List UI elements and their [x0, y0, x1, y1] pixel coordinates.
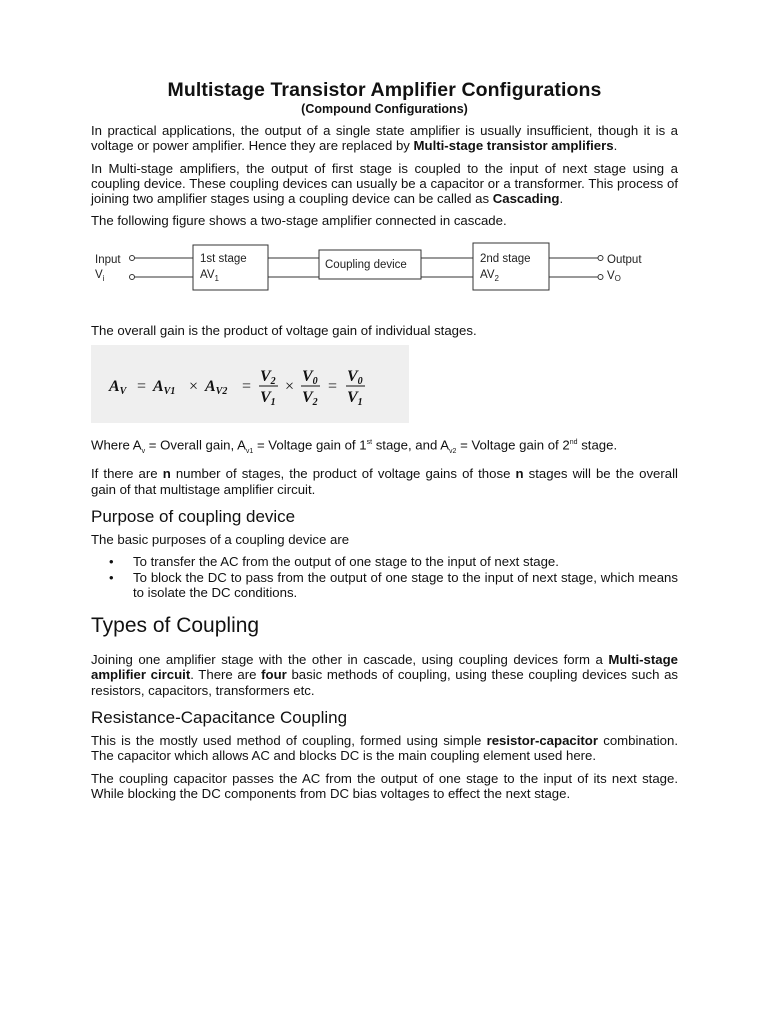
- bullet-icon: •: [109, 569, 114, 585]
- output-label: Output: [607, 253, 642, 266]
- stage1-label: 1st stage: [200, 252, 247, 265]
- page-title: Multistage Transistor Amplifier Configurations: [167, 79, 602, 101]
- paragraph-intro: In practical applications, the output of a single state amplifier is usually insufficient, though it is a voltage or power amplifier. Hence they are replaced by Multi-stage transistor amplifiers.: [91, 123, 678, 154]
- gain-formula: [91, 345, 409, 423]
- formula-av2: AV2: [205, 378, 228, 398]
- two-stage-amplifier-figure: [91, 237, 678, 307]
- block-diagram: [89, 237, 679, 307]
- input-terminal-bottom: [130, 274, 135, 279]
- stage2-gain-label: $AV_2$: [480, 268, 499, 283]
- list-item: • To block the DC to pass from the output of one stage to the input of next stage, which means to isolate the DC conditions.: [109, 569, 678, 600]
- bullet-icon: •: [109, 554, 114, 570]
- output-terminal-bottom: [598, 274, 603, 279]
- paragraph-cascading: In Multi-stage amplifiers, the output of first stage is coupled to the input of next stage using a coupling device. These coupling devices can usually be a capacitor or a transformer. This process of joining two amplifier stages using a coupling device can be called as Cascading.: [91, 160, 678, 207]
- fraction3-numerator: V0: [347, 368, 363, 388]
- document-content: [91, 78, 678, 808]
- paragraph-purposes-intro: The basic purposes of a coupling device are: [91, 532, 350, 547]
- paragraph-coupling-capacitor: The coupling capacitor passes the AC from the output of one stage to the input of its next stage. While blocking the DC components from DC bias voltages to effect the next stage.: [91, 770, 678, 801]
- formula-av: AV: [109, 378, 127, 398]
- stage1-box: [193, 245, 268, 290]
- formula-av1: AV1: [153, 378, 176, 398]
- fraction2-numerator: V0: [302, 368, 318, 388]
- paragraph-n-stages: If there are n number of stages, the product of voltage gains of those n stages will be the overall gain of that multistage amplifier circuit.: [91, 466, 678, 497]
- paragraph-figure-intro: The following figure shows a two-stage amplifier connected in cascade.: [91, 213, 507, 229]
- heading-purpose: Purpose of coupling device: [91, 507, 296, 526]
- vi-label: $V_i$: [95, 268, 105, 283]
- fraction1-numerator: V2: [260, 368, 276, 388]
- input-label: Input: [95, 253, 121, 266]
- heading-types-of-coupling: Types of Coupling: [91, 614, 260, 638]
- output-terminal-top: [598, 255, 603, 260]
- gain-formula-box: [91, 345, 409, 423]
- formula-times-2: ×: [285, 378, 295, 396]
- heading-rc-coupling: Resistance-Capacitance Coupling: [91, 708, 348, 728]
- coupling-device-label: Coupling device: [325, 258, 407, 271]
- purpose-list: [91, 554, 678, 600]
- formula-equals-2: =: [242, 378, 252, 396]
- input-terminal-top: [130, 255, 135, 260]
- vo-label: VO: [607, 269, 621, 283]
- paragraph-gain-definitions: Where $A_v$ = Overall gain, $A_{v1}$ = Voltage gain of 1st stage, and $A_{v2}$ = Voltage gain of 2nd stage.: [91, 437, 618, 456]
- formula-times-1: ×: [189, 378, 199, 396]
- list-item: • To transfer the AC from the output of one stage to the input of next stage.: [109, 554, 559, 570]
- formula-equals-3: =: [328, 378, 338, 396]
- fraction2-denominator: V2: [302, 389, 318, 409]
- paragraph-overall-gain: The overall gain is the product of voltage gain of individual stages.: [91, 322, 477, 338]
- stage1-gain-label: $AV_1$: [200, 268, 219, 283]
- fraction3-denominator: V1: [347, 389, 363, 409]
- fraction1-denominator: V1: [260, 389, 276, 409]
- paragraph-types: Joining one amplifier stage with the other in cascade, using coupling devices form a Multi-stage amplifier circuit. There are four basic methods of coupling, using these coupling devices such as resistors, capacitors, transformers etc.: [91, 652, 678, 698]
- paragraph-rc: This is the mostly used method of coupling, formed using simple resistor-capacitor combination. The capacitor which allows AC and blocks DC is the main coupling element used here.: [91, 733, 678, 764]
- stage2-box: [473, 243, 549, 290]
- stage2-label: 2nd stage: [480, 252, 531, 265]
- page-subtitle: (Compound Configurations): [301, 102, 468, 116]
- formula-equals-1: =: [137, 378, 147, 396]
